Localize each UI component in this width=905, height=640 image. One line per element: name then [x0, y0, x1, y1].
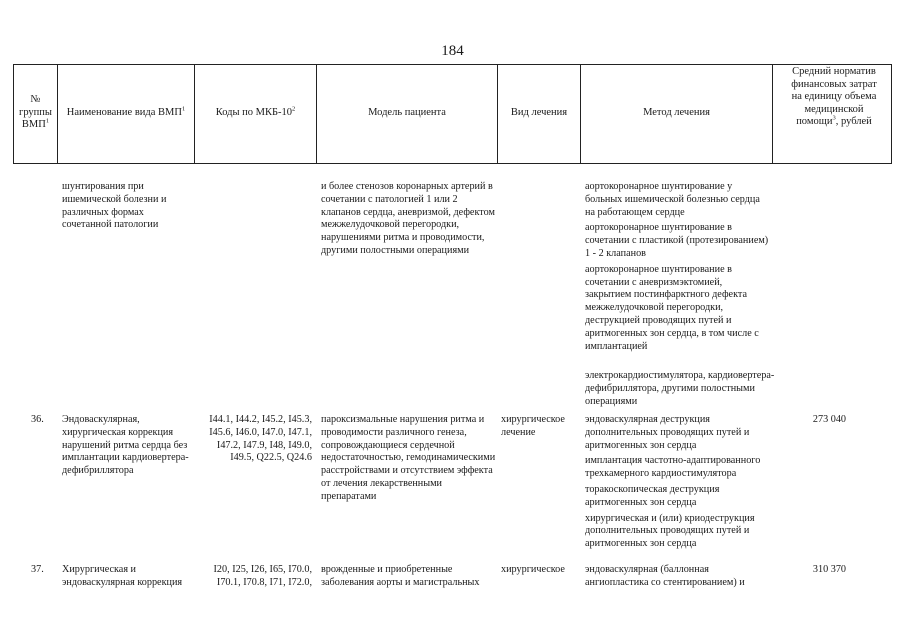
row-36-model: пароксизмальные нарушения ритма и проводимости различного генеза, сопровождающиеся сердечной недостаточностью, гемодинамическими расстройствами и отсутствием эффекта от лечения лекарственными препаратами [321, 414, 496, 502]
header-mkb-codes: Коды по МКБ-$10^2$ [215, 105, 296, 118]
row-0-model: и более стенозов коронарных артерий в сочетании с патологией 1 или 2 клапанов сердца, аневризмой, дефектом межжелудочковой перегородки, нарушениями ритма и проводимости, другими полостными операциями [321, 181, 495, 256]
header-group-no: № группы ВМП$^1$ [19, 94, 52, 130]
row-36-type: хирургическое лечение [501, 414, 565, 438]
header-cost: Средний норматив финансовых затрат на единицу объема медицинской помощи$^3$, рублей [791, 66, 877, 127]
header-col-divider [891, 64, 892, 164]
method-item: торакоскопическая деструкция аритмогенных зон сердца [585, 483, 720, 508]
row-37-name: Хирургическая и эндоваскулярная коррекция [62, 564, 183, 588]
page-number: 184 [441, 43, 464, 59]
header-top-border [13, 64, 892, 65]
row-0-name: шунтирования при ишемической болезни и различных формах сочетанной патологии [62, 181, 167, 231]
header-bottom-border [13, 163, 892, 164]
row-37-type: хирургическое [501, 564, 565, 575]
header-treatment-type: Вид лечения [510, 107, 568, 118]
row-0-methods-cont: электрокардиостимулятора, кардиовертера-дефибриллятора, другими полостными операциями [585, 370, 775, 407]
row-37-cost: 310 370 [812, 564, 846, 575]
row-37-model: врожденные и приобретенные заболевания аорты и магистральных [321, 564, 480, 588]
method-item: эндоваскулярная (баллонная ангиопластика со стентированием) и [585, 564, 745, 588]
row-36-cost: 273 040 [812, 414, 846, 425]
row-37-codes: I20, I25, I26, I65, I70.0, I70.1, I70.8, I71, I72.0, [213, 564, 312, 588]
header-patient-model: Модель пациента [368, 107, 446, 118]
method-item: аортокоронарное шунтирование в сочетании с пластикой (протезированием) 1 - 2 клапанов [585, 222, 769, 259]
row-36-name: Эндоваскулярная, хирургическая коррекция нарушений ритма сердца без имплантации кардиовертера-дефибриллятора [62, 414, 189, 477]
method-item: имплантация частотно-адаптированного трехкамерного кардиостимулятора [585, 455, 761, 480]
method-item: эндоваскулярная деструкция дополнительных проводящих путей и аритмогенных зон сердца [585, 414, 750, 451]
row-36-num: 36. [31, 414, 44, 425]
header-treatment-method: Метод лечения [643, 107, 710, 118]
row-37-methods [585, 564, 771, 593]
method-item: аортокоронарное шунтирование в сочетании с аневризмэктомией, закрытием постинфарктного дефекта межжелудочковой перегородки, деструкцией проводящих путей и аритмогенных зон сердца, в том числе с имплантацией [585, 263, 759, 352]
method-item: хирургическая и (или) криодеструкция дополнительных проводящих путей и аритмогенных зон сердца [585, 512, 755, 550]
row-36-codes: I44.1, I44.2, I45.2, I45.3, I45.6, I46.0, I47.0, I47.1, I47.2, I47.9, I48, I49.0, I49.5, Q22.5, Q24.6 [209, 414, 312, 464]
row-37-num: 37. [31, 564, 44, 575]
header-vmp-name: Наименование вида ВМП$^1$ [66, 105, 186, 118]
row-0-methods [585, 181, 771, 356]
row-36-methods [585, 414, 771, 554]
method-item: аортокоронарное шунтирование у больных ишемической болезнью сердца на работающем сердце [585, 181, 760, 218]
header-col-divider [772, 64, 773, 164]
